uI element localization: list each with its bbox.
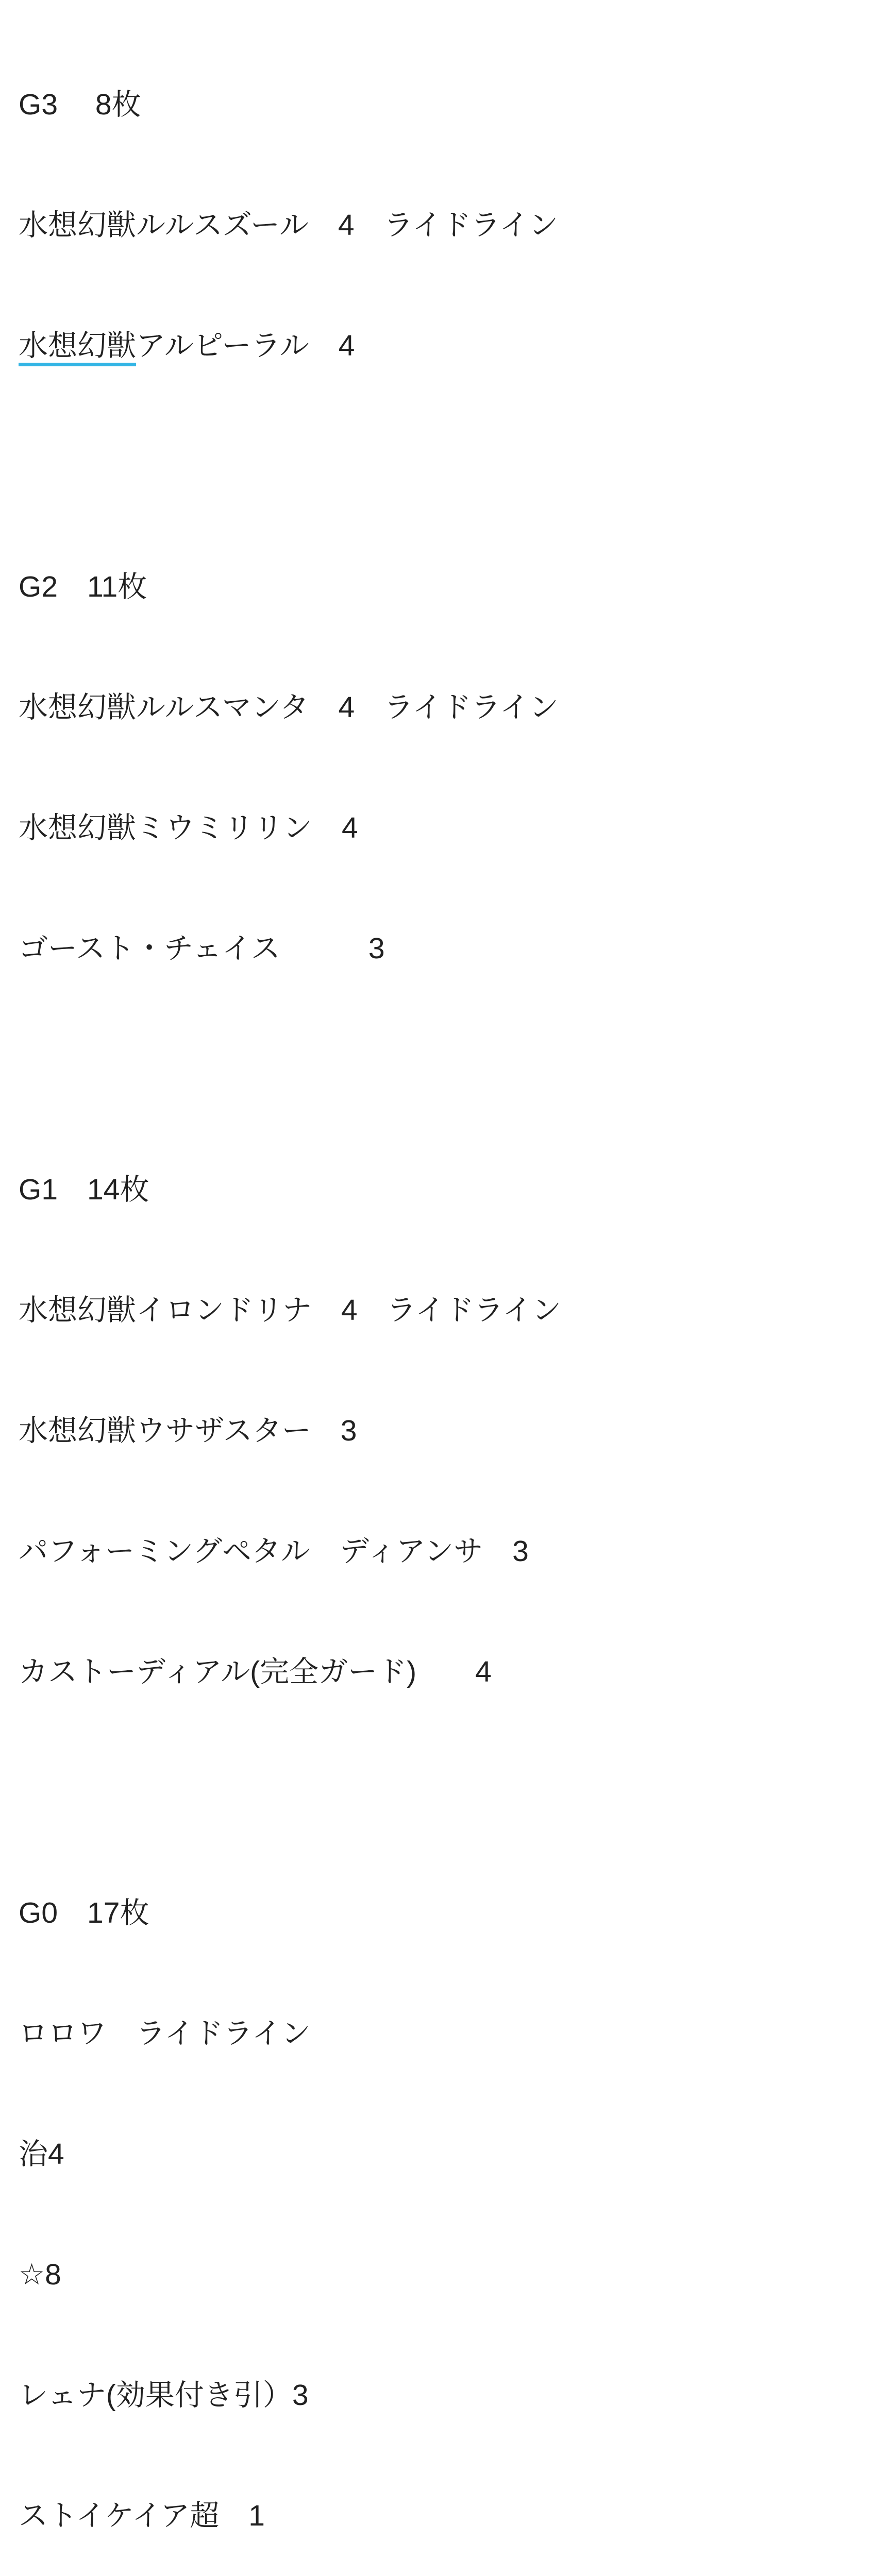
card-line [19, 205, 863, 245]
section-header-line [19, 1893, 863, 1933]
line-text: レェナ(効果付き引）3 [19, 2379, 309, 2412]
line-text: ☆8 [19, 2258, 61, 2291]
section-header-line [19, 567, 863, 607]
line-text: 水想幻獣イロンドリナ 4 ライドライン [19, 1294, 562, 1327]
line-text: ストイケイア超 1 [19, 2499, 265, 2532]
card-line [19, 326, 863, 366]
blank-line [19, 1772, 863, 1812]
line-text: アルピーラル 4 [136, 329, 355, 362]
card-line [19, 1290, 863, 1330]
line-text: 水想幻獣ルルスマンタ 4 ライドライン [19, 691, 559, 724]
line-text: カストーディアル(完全ガード) 4 [19, 1655, 492, 1688]
line-text: パフォーミングペタル ディアンサ 3 [19, 1535, 529, 1568]
card-line [19, 2134, 863, 2174]
line-text: 治4 [19, 2138, 64, 2171]
line-text: G0 17枚 [19, 1896, 149, 1929]
line-text: ロロワ ライドライン [19, 2017, 311, 2050]
card-line [19, 1531, 863, 1571]
line-text: 水想幻獣ルルスズール 4 ライドライン [19, 209, 559, 242]
section-header-line [19, 84, 863, 125]
line-text: 水想幻獣ウサザスター 3 [19, 1414, 357, 1447]
card-line [19, 2013, 863, 2054]
card-line [19, 2496, 863, 2536]
card-line [19, 2255, 863, 2295]
card-line [19, 1652, 863, 1692]
line-text: G2 11枚 [19, 570, 147, 603]
blank-line [19, 1049, 863, 1089]
card-line [19, 687, 863, 727]
section-header-line [19, 1170, 863, 1210]
card-line [19, 928, 863, 969]
line-text: 水想幻獣ミウミリリン 4 [19, 811, 358, 844]
card-line [19, 1411, 863, 1451]
line-text: ゴースト・チェイス 3 [19, 932, 385, 965]
line-text: G1 14枚 [19, 1173, 149, 1206]
ime-composing-text: 水想幻獣 [19, 329, 136, 366]
card-line [19, 808, 863, 848]
line-text: G3 8枚 [19, 88, 141, 121]
blank-line [19, 446, 863, 486]
card-line [19, 2375, 863, 2415]
